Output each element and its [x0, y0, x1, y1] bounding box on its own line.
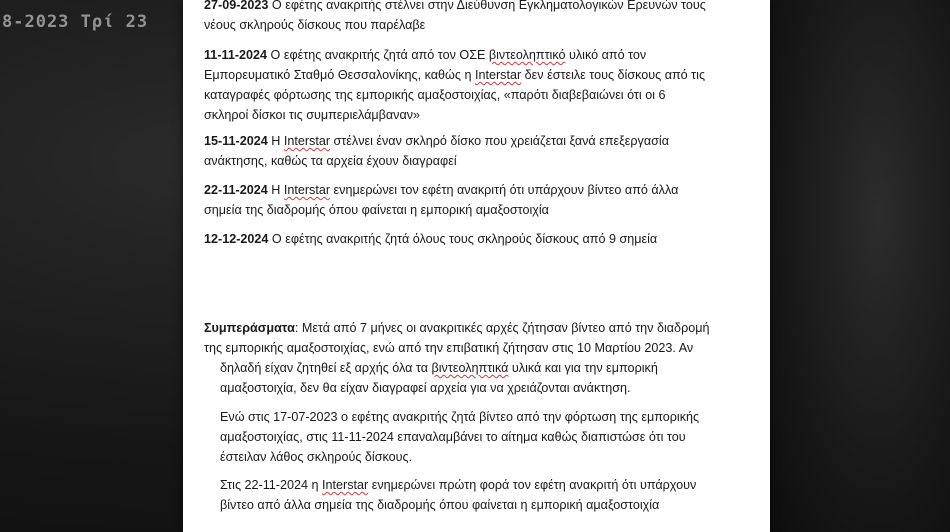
conclusions-text: ενημερώνει πρώτη φορά τον εφέτη ανακριτή ότι υπάρχουν [368, 478, 697, 492]
conclusions-paragraph-3 [220, 475, 740, 515]
entry-date: 11-11-2024 [204, 48, 268, 62]
entry-text: νέους σκληρούς δίσκους που παρέλαβε [204, 18, 426, 32]
conclusions-heading: Συμπεράσματα [204, 321, 295, 335]
conclusions-text: βίντεο από άλλα σημεία της διαδρομής όπου φαίνεται η εμπορική αμαξοστοιχία [220, 498, 660, 512]
entry-text: δεν έστειλε τους δίσκους από τις [521, 68, 706, 82]
conclusions-text-misspelled: βιντεοληπτικά [431, 361, 509, 375]
conclusions-paragraph-2 [220, 407, 740, 467]
entry-text: Ο εφέτης ανακριτής στέλνει στην Διεύθυνση Εγκληματολογικών Ερευνών τους [268, 0, 706, 12]
entry-text: Η [267, 134, 284, 148]
entry-date: 15-11-2024 [204, 134, 268, 148]
conclusions-text: αμαξοστοιχίας, στις 11-11-2024 επαναλαμβάνει το αίτημα καθώς διαπιστώσε ότι του [220, 430, 686, 444]
entry-text: σκληροί δίσκοι τις συμπεριελάμβαναν» [204, 108, 421, 122]
cctv-timestamp: 8-2023 Τρί 23 [2, 12, 149, 32]
document-page [183, 0, 770, 532]
entry-text: υλικό από τον [565, 48, 647, 62]
timeline-entry-3 [204, 131, 744, 171]
entry-text: καταγραφές φόρτωσης της εμπορικής αμαξοστοιχίας, «παρότι διαβεβαιώνει ότι οι 6 [204, 88, 666, 102]
conclusions-paragraph-1 [204, 318, 764, 358]
conclusions-text: της εμπορικής αμαξοστοιχίας, ενώ από την επιβατική ζήτησαν στις 10 Μαρτίου 2023. Αν [204, 341, 694, 355]
conclusions-text: Στις 22-11-2024 η [220, 478, 323, 492]
entry-text-misspelled: Interstar [283, 183, 331, 197]
timeline-entry-1 [204, 0, 744, 35]
entry-text-misspelled: Interstar [474, 68, 522, 82]
conclusions-paragraph-1-cont [220, 358, 740, 398]
timeline-entry-4 [204, 180, 744, 220]
entry-date: 22-11-2024 [204, 183, 268, 197]
conclusions-text: αμαξοστοιχία, δεν θα είχαν διαγραφεί αρχεία για να χρειάζονται ανάκτηση. [220, 381, 631, 395]
conclusions-text: έστειλαν λάθος σκληρούς δίσκους. [220, 450, 413, 464]
entry-text: ανάκτησης, καθώς τα αρχεία έχουν διαγραφεί [204, 154, 457, 168]
conclusions-text: Ενώ στις 17-07-2023 ο εφέτης ανακριτής ζητά βίντεο από την φόρτωση της εμπορικής [220, 410, 700, 424]
entry-text-misspelled: Interstar [283, 134, 331, 148]
background-right [770, 0, 950, 532]
conclusions-text-misspelled: Interstar [322, 478, 369, 492]
conclusions-text: δηλαδή είχαν ζητηθεί εξ αρχής όλα τα [220, 361, 432, 375]
entry-text: Ο εφέτης ανακριτής ζητά από τον ΟΣΕ [267, 48, 489, 62]
entry-text: Η [267, 183, 284, 197]
entry-date: 12-12-2024 [204, 232, 269, 246]
entry-date: 27-09-2023 [204, 0, 269, 12]
timeline-entry-5 [204, 229, 744, 249]
conclusions-text: υλικά και για την εμπορική [508, 361, 658, 375]
conclusions-text: : Μετά από 7 μήνες οι ανακριτικές αρχές ζήτησαν βίντεο από την διαδρομή [294, 321, 710, 335]
timeline-entry-2 [204, 45, 744, 125]
entry-text: ενημερώνει τον εφέτη ανακριτή ότι υπάρχουν βίντεο από άλλα [330, 183, 679, 197]
entry-text: στέλνει έναν σκληρό δίσκο που χρειάζεται ξανά επεξεργασία [330, 134, 669, 148]
entry-text: Εμπορευματικό Σταθμό Θεσσαλονίκης, καθώς η [204, 68, 475, 82]
entry-text: σημεία της διαδρομής όπου φαίνεται η εμπορική αμαξοστοιχία [204, 203, 549, 217]
entry-text: Ο εφέτης ανακριτής ζητά όλους τους σκληρούς δίσκους από 9 σημεία [268, 232, 658, 246]
entry-text-misspelled: βιντεοληπτικό [488, 48, 566, 62]
